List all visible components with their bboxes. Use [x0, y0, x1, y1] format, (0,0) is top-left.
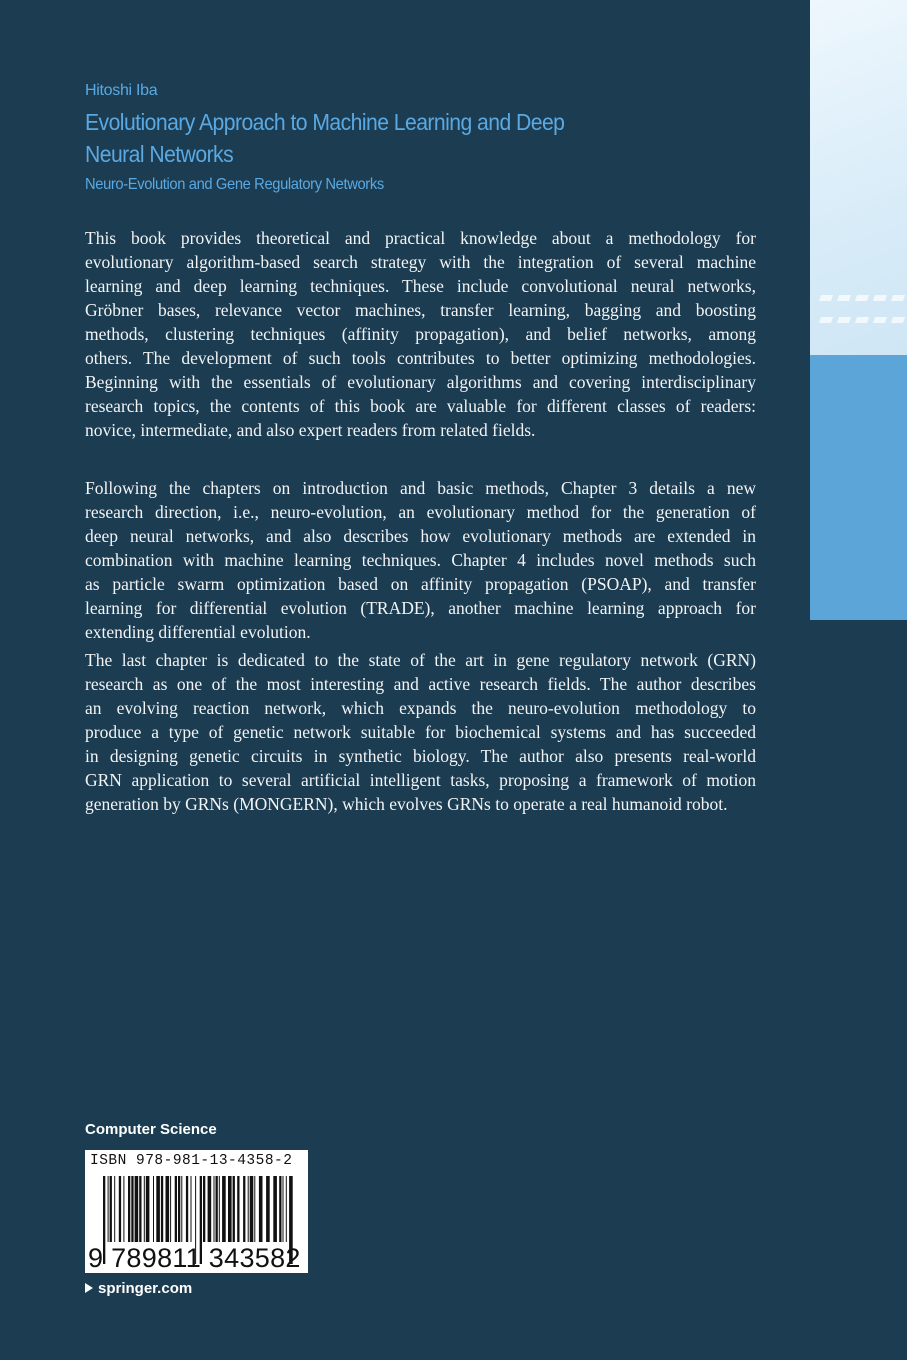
barcode-bar	[114, 1176, 115, 1242]
decor-stripe	[891, 317, 905, 323]
barcode-bar	[266, 1176, 270, 1242]
barcode-bar	[208, 1176, 212, 1242]
decor-stripe	[873, 317, 887, 323]
text-line: GRN application to several artificial intelligent tasks, proposing a framework of motion	[85, 770, 756, 790]
book-header	[85, 82, 606, 194]
title-line: Neural Networks	[85, 141, 234, 167]
barcode-bar	[191, 1176, 192, 1242]
barcode-bar	[233, 1176, 235, 1242]
text-line: others. The development of such tools contributes to better optimizing methodologies.	[85, 348, 756, 368]
barcode-bar	[214, 1176, 215, 1242]
barcode-bar	[146, 1176, 150, 1242]
text-line: combination with machine learning techniques. Chapter 4 includes novel methods such	[85, 550, 756, 570]
barcode-bar	[222, 1176, 226, 1242]
barcode-bar	[181, 1176, 182, 1242]
decor-stripe	[855, 295, 869, 301]
text-line: as particle swarm optimization based on affinity propagation (PSOAP), and transfer	[85, 574, 756, 594]
barcode-bar	[203, 1176, 205, 1242]
text-line: extending differential evolution.	[85, 622, 311, 642]
barcode-bar	[237, 1176, 239, 1242]
barcode-bar	[161, 1176, 163, 1242]
text-line: an evolving reaction network, which expands the neuro-evolution methodology to	[85, 698, 756, 718]
decor-stripe	[819, 295, 833, 301]
barcode-bar	[139, 1176, 141, 1242]
title-line: Evolutionary Approach to Machine Learning and Deep	[85, 109, 565, 135]
isbn-barcode	[85, 1150, 308, 1273]
barcode-bar	[248, 1176, 249, 1242]
barcode-bar	[250, 1176, 254, 1242]
publisher-link[interactable]	[85, 1280, 192, 1297]
barcode-bar	[254, 1176, 255, 1242]
book-title	[85, 106, 564, 170]
text-line: methods, clustering techniques (affinity propagation), and belief networks, among	[85, 324, 756, 344]
barcode-bar	[119, 1176, 121, 1242]
author: Hitoshi Iba	[85, 82, 158, 99]
barcode-bar	[153, 1176, 154, 1242]
barcode-bar	[166, 1176, 170, 1242]
binary-pattern-image	[810, 0, 907, 355]
text-line: in designing genetic circuits in synthetic biology. The author also presents real-world	[85, 746, 756, 766]
barcode-bar	[128, 1176, 130, 1242]
barcode-bar	[110, 1176, 112, 1242]
barcode-bar	[156, 1176, 160, 1242]
barcode-digits: 9 789811 343582	[88, 1243, 301, 1273]
barcode-bar	[186, 1176, 188, 1242]
book-subtitle: Neuro-Evolution and Gene Regulatory Networks	[85, 176, 384, 193]
decor-stripe	[891, 295, 905, 301]
barcode-bar	[216, 1176, 218, 1242]
publisher-link-text: springer.com	[98, 1280, 193, 1297]
blurb-paragraph-3	[85, 648, 756, 816]
text-line: deep neural networks, and also describes how evolutionary methods are extended in	[85, 526, 756, 546]
text-line: This book provides theoretical and practical knowledge about a methodology for	[85, 228, 756, 248]
text-line: The last chapter is dedicated to the state of the art in gene regulatory network (GRN)	[85, 650, 756, 670]
decor-stripe	[873, 295, 887, 301]
barcode-bar	[259, 1176, 263, 1242]
text-line: Gröbner bases, relevance vector machines, transfer learning, bagging and boosting	[85, 300, 756, 320]
barcode-bar	[170, 1176, 171, 1242]
category-label: Computer Science	[85, 1121, 217, 1138]
barcode-bar	[123, 1176, 124, 1242]
text-line: research topics, the contents of this book are valuable for different classes of readers:	[85, 396, 756, 416]
text-line: generation by GRNs (MONGERN), which evolves GRNs to operate a real humanoid robot.	[85, 794, 728, 814]
cover-decoration	[810, 0, 907, 620]
text-line: research as one of the most interesting and active research fields. The author describes	[85, 674, 756, 694]
barcode-bar	[228, 1176, 232, 1242]
isbn-text: ISBN 978-981-13-4358-2	[90, 1153, 293, 1169]
blurb-paragraph-1	[85, 226, 756, 442]
barcode-bar	[131, 1176, 133, 1242]
barcode-bar	[283, 1176, 284, 1242]
blue-block	[810, 355, 907, 620]
barcode-bar	[108, 1176, 109, 1242]
text-line: learning for differential evolution (TRADE), another machine learning approach for	[85, 598, 756, 618]
text-line: evolutionary algorithm-based search strategy with the integration of several machine	[85, 252, 756, 272]
decor-stripe	[819, 317, 833, 323]
arrow-right-icon	[85, 1283, 93, 1293]
text-line: learning and deep learning techniques. These include convolutional neural networks,	[85, 276, 756, 296]
text-line: Following the chapters on introduction and basic methods, Chapter 3 details a new	[85, 478, 756, 498]
barcode-bar	[135, 1176, 139, 1242]
barcode-bar	[279, 1176, 281, 1242]
barcode-bar	[175, 1176, 177, 1242]
text-line: Beginning with the essentials of evolutionary algorithms and covering interdisciplinary	[85, 372, 756, 392]
barcode-bar	[178, 1176, 180, 1242]
blurb-paragraph-2	[85, 476, 756, 644]
barcode-bar	[273, 1176, 277, 1242]
barcode-bar	[286, 1176, 287, 1242]
text-line: produce a type of genetic network suitable for biochemical systems and has succeeded	[85, 722, 756, 742]
barcode-bar	[219, 1176, 220, 1242]
barcode-bar	[243, 1176, 245, 1242]
decor-stripe	[837, 317, 851, 323]
text-line: novice, intermediate, and also expert readers from related fields.	[85, 420, 536, 440]
text-line: research direction, i.e., neuro-evolution, an evolutionary method for the generation of	[85, 502, 756, 522]
decor-stripe	[855, 317, 869, 323]
decor-stripe	[837, 295, 851, 301]
barcode-bar	[144, 1176, 145, 1242]
